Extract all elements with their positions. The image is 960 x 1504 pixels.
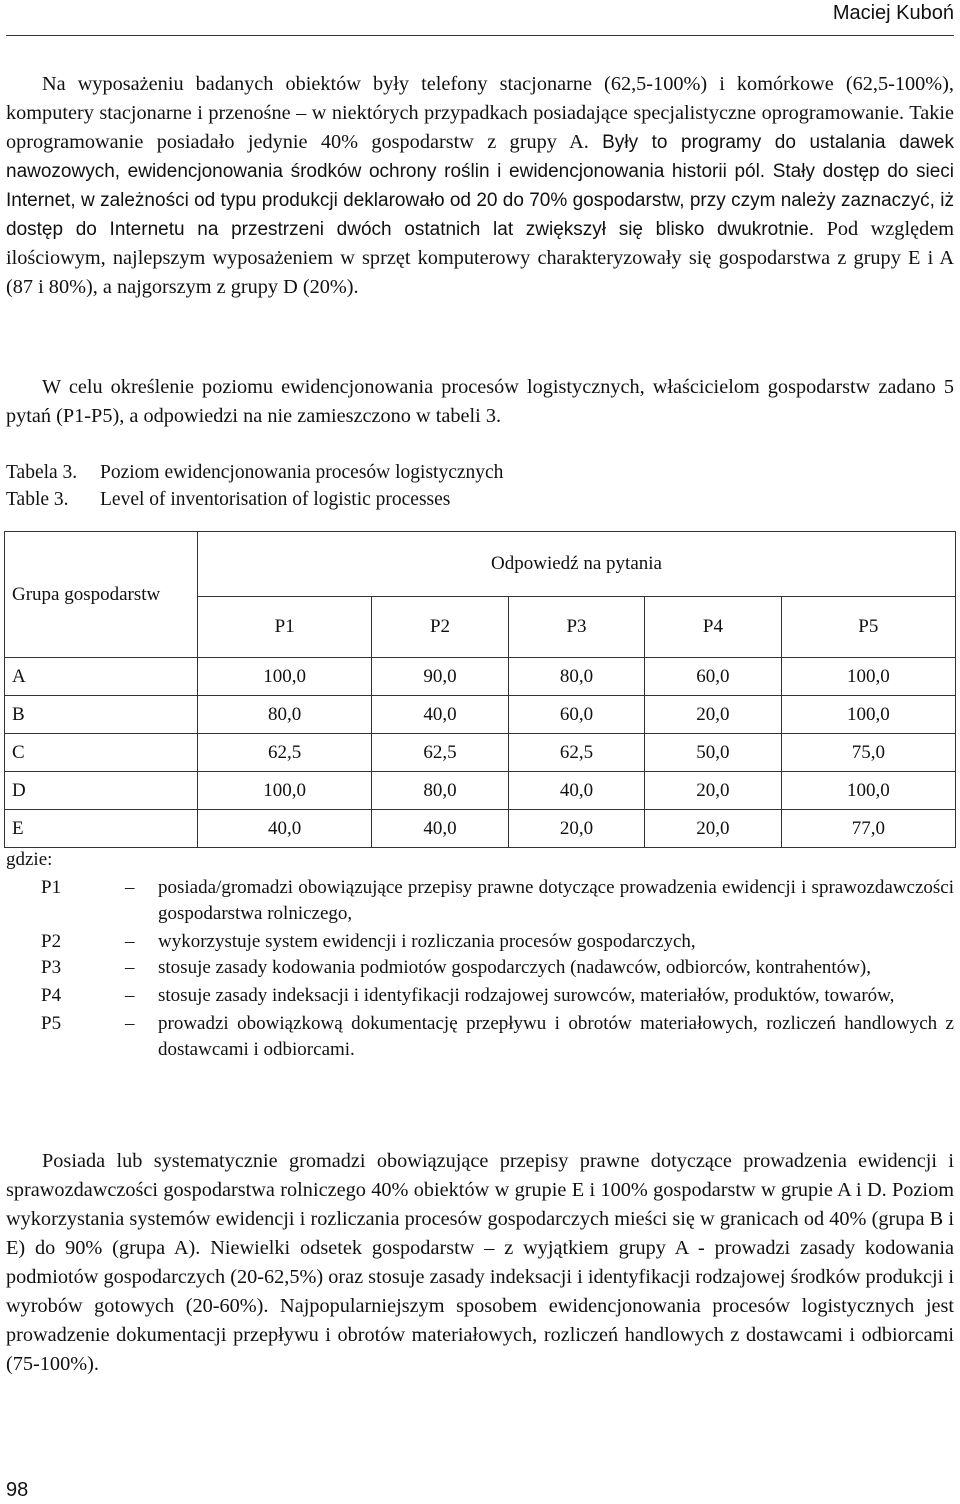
logistics-inventorisation-table	[4, 531, 956, 848]
column-header-p1: P1	[198, 597, 372, 658]
value-cell: 40,0	[372, 810, 508, 848]
table-row	[5, 658, 956, 696]
paragraph-equipment-part-2: Były to programy do ustalania dawek nawozowych, ewidencjonowania środków ochrony roślin i ewidencjonowania historii pól. Stały dostęp do sieci Internet, w zależności od typu produkcji deklarowało od 20 do 70% gospodarstw, przy czym należy zaznaczyć, iż dostęp do Internetu na przestrzeni dwóch ostatnich lat zwiększył się blisko dwukrotnie.	[6, 132, 955, 240]
value-cell: 80,0	[508, 658, 644, 696]
value-cell: 60,0	[645, 658, 781, 696]
column-header-p4: P4	[645, 597, 781, 658]
value-cell: 77,0	[781, 810, 955, 848]
legend-intro: gdzie:	[6, 849, 53, 870]
table-caption-english	[6, 486, 450, 514]
table-caption-polish-label: Tabela 3.	[6, 462, 78, 483]
value-cell: 50,0	[645, 734, 781, 772]
legend-dash: –	[125, 985, 135, 1006]
value-cell: 100,0	[198, 772, 372, 810]
legend-item-p5	[0, 1011, 960, 1063]
table-row	[5, 734, 956, 772]
value-cell: 80,0	[372, 772, 508, 810]
value-cell: 62,5	[508, 734, 644, 772]
table-caption-english-label: Table 3.	[6, 489, 69, 510]
paragraph-results: Posiada lub systematycznie gromadzi obowiązujące przepisy prawne dotyczące prowadzenia ewidencji i sprawozdawczości gospodarstwa rolniczego 40% obiektów w grupie E i 100% gospodarstw w grupie A i D. Poziom wykorzystania systemów ewidencji i rozliczania procesów gospodarczych mieści się w granicach od 40% (grupa B i E) do 90% (grupa A). Niewielki odsetek gospodarstw – z wyjątkiem grupy A - prowadzi zasady kodowania podmiotów gospodarczych (20-62,5%) oraz stosuje zasady indeksacji i identyfikacji rodzajowej środków produkcji i wyrobów gotowych (20-60%). Najpopularniejszym sposobem ewidencjonowania procesów logistycznych jest prowadzenie dokumentacji przepływu i obrotów materiałowych, rozliczeń handlowych z dostawcami i odbiorcami (75-100%).	[6, 1150, 954, 1375]
group-cell: C	[5, 734, 198, 772]
value-cell: 80,0	[198, 696, 372, 734]
table-caption-polish-title: Poziom ewidencjonowania procesów logistycznych	[100, 462, 504, 483]
legend-text: posiada/gromadzi obowiązujące przepisy prawne dotyczące prowadzenia ewidencji i sprawozdawczości gospodarstwa rolniczego,	[158, 877, 954, 924]
legend-item-p4	[0, 983, 960, 1009]
value-cell: 40,0	[372, 696, 508, 734]
legend-code: P2	[41, 931, 62, 952]
column-header-p5: P5	[781, 597, 955, 658]
value-cell: 100,0	[781, 658, 955, 696]
table-legend	[0, 875, 960, 1063]
legend-dash: –	[125, 931, 135, 952]
page-number: 98	[6, 1479, 29, 1501]
column-header-p2: P2	[372, 597, 508, 658]
group-cell: E	[5, 810, 198, 848]
legend-code: P5	[41, 1013, 62, 1034]
value-cell: 62,5	[372, 734, 508, 772]
legend-dash: –	[125, 1013, 135, 1034]
paragraph-equipment-part-3: Pod względem ilościowym, najlepszym wyposażeniem w sprzęt komputerowy charakteryzowały się gospodarstwa z grupy E i A (87 i 80%), a najgorszym z grupy D (20%).	[6, 218, 954, 298]
legend-code: P3	[41, 957, 62, 978]
legend-item-p1	[0, 875, 960, 927]
value-cell: 20,0	[645, 772, 781, 810]
value-cell: 100,0	[198, 658, 372, 696]
legend-dash: –	[125, 877, 135, 898]
table-caption-english-title: Level of inventorisation of logistic processes	[100, 489, 451, 510]
value-cell: 100,0	[781, 772, 955, 810]
value-cell: 20,0	[645, 696, 781, 734]
value-cell: 100,0	[781, 696, 955, 734]
paragraph-equipment	[6, 70, 954, 302]
header-divider	[6, 35, 954, 36]
column-header-responses: Odpowiedź na pytania	[198, 532, 956, 597]
value-cell: 60,0	[508, 696, 644, 734]
table-row	[5, 772, 956, 810]
legend-text: prowadzi obowiązkową dokumentację przepływu i obrotów materiałowych, rozliczeń handlowych z dostawcami i odbiorcami.	[158, 1013, 954, 1060]
value-cell: 40,0	[198, 810, 372, 848]
legend-item-p2	[0, 929, 960, 955]
column-header-p3: P3	[508, 597, 644, 658]
value-cell: 62,5	[198, 734, 372, 772]
running-header-author: Maciej Kuboń	[832, 2, 954, 24]
column-header-group: Grupa gospodarstw	[5, 532, 198, 658]
legend-text: wykorzystuje system ewidencji i rozliczania procesów gospodarczych,	[158, 931, 696, 952]
table-row	[5, 696, 956, 734]
group-cell: B	[5, 696, 198, 734]
value-cell: 20,0	[645, 810, 781, 848]
legend-item-p3	[0, 955, 960, 981]
legend-text: stosuje zasady kodowania podmiotów gospodarczych (nadawców, odbiorców, kontrahentów),	[158, 957, 872, 978]
group-cell: D	[5, 772, 198, 810]
group-cell: A	[5, 658, 198, 696]
paragraph-equipment-part-1: Na wyposażeniu badanych obiektów były telefony stacjonarne (62,5-100%) i komórkowe (62,5-100%), komputery stacjonarne i przenośne – w niektórych przypadkach posiadające specjalistyczne oprogramowanie. Takie oprogramowanie posiadało jedynie 40% gospodarstw z grupy A.	[6, 73, 954, 153]
table-caption-polish	[6, 459, 503, 487]
legend-code: P4	[41, 985, 62, 1006]
legend-text: stosuje zasady indeksacji i identyfikacji rodzajowej surowców, materiałów, produktów, towarów,	[158, 985, 895, 1006]
legend-dash: –	[125, 957, 135, 978]
paragraph-table-intro: W celu określenie poziomu ewidencjonowania procesów logistycznych, właścicielom gospodarstw zadano 5 pytań (P1-P5), a odpowiedzi na nie zamieszczono w tabeli 3.	[6, 376, 954, 427]
legend-code: P1	[41, 877, 62, 898]
value-cell: 75,0	[781, 734, 955, 772]
value-cell: 40,0	[508, 772, 644, 810]
value-cell: 20,0	[508, 810, 644, 848]
value-cell: 90,0	[372, 658, 508, 696]
table-row	[5, 810, 956, 848]
